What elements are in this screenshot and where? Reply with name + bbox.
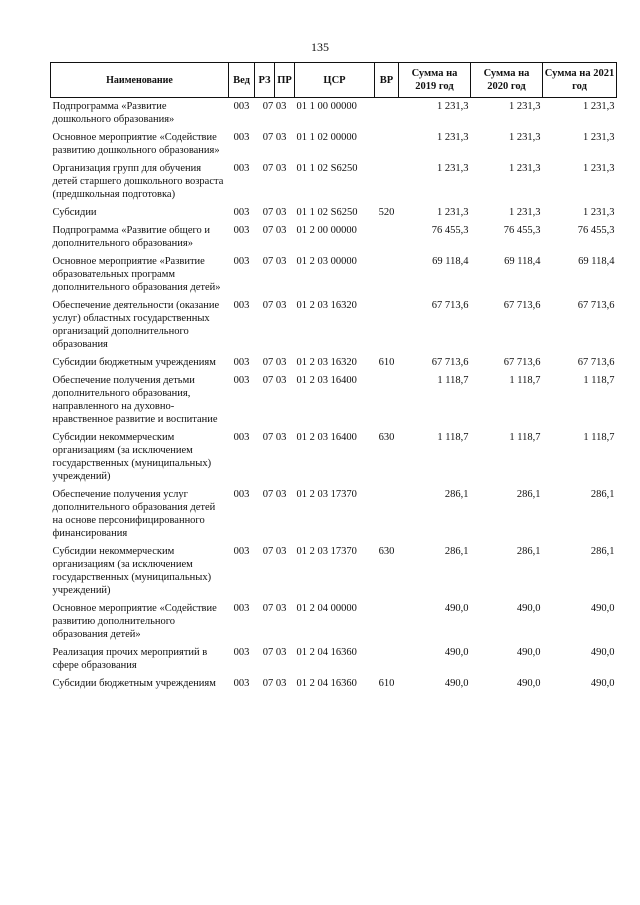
row-rz-pr-cell: 07 03	[262, 432, 287, 443]
row-vr-cell: 630	[378, 432, 395, 443]
row-sum-2021-cell: 1 118,7	[583, 432, 615, 443]
table-header	[51, 63, 617, 98]
row-sum-2021-cell: 67 713,6	[577, 357, 615, 368]
row-vr-cell	[375, 297, 399, 354]
row-vr-cell	[375, 372, 399, 429]
row-sum-2020-cell: 1 231,3	[509, 132, 541, 143]
row-rz-pr-cell: 07 03	[262, 489, 287, 500]
row-name-cell: Подпрограмма «Развитие общего и дополнительного образования»	[52, 225, 211, 249]
row-name-cell: Обеспечение деятельности (оказание услуг) областных государственных организаций дополнительного образования	[52, 300, 220, 350]
row-sum-2019-cell: 67 713,6	[431, 357, 469, 368]
row-sum-2020-cell: 69 118,4	[504, 256, 541, 267]
row-csr-cell: 01 2 03 17370	[296, 489, 357, 500]
row-vr-cell	[375, 486, 399, 543]
header-sum-2020: Сумма на 2020 год	[471, 63, 543, 98]
row-vr-cell	[375, 129, 399, 160]
row-sum-2020-cell: 286,1	[516, 489, 541, 500]
row-ved-cell: 003	[233, 207, 250, 218]
table-row	[51, 222, 617, 253]
row-sum-2021-cell: 1 231,3	[583, 132, 615, 143]
table-row	[51, 354, 617, 372]
row-ved-cell: 003	[233, 432, 250, 443]
row-sum-2021-cell: 286,1	[590, 546, 615, 557]
table-row	[51, 253, 617, 297]
row-sum-2019-cell: 286,1	[444, 546, 469, 557]
row-csr-cell: 01 2 03 16400	[296, 432, 357, 443]
row-rz-pr-cell: 07 03	[262, 132, 287, 143]
row-sum-2019-cell: 1 231,3	[437, 132, 469, 143]
row-sum-2020-cell: 1 118,7	[509, 432, 541, 443]
row-csr-cell: 01 2 03 16320	[296, 357, 357, 368]
row-csr-cell: 01 2 03 17370	[296, 546, 357, 557]
row-sum-2020-cell: 1 231,3	[509, 101, 541, 112]
row-ved-cell: 003	[233, 489, 250, 500]
row-sum-2019-cell: 1 231,3	[437, 101, 469, 112]
row-csr-cell: 01 2 03 16400	[296, 375, 357, 386]
row-name-cell: Обеспечение получения услуг дополнительного образования детей на основе персонифицированного финансирования	[52, 489, 216, 539]
row-name-cell: Основное мероприятие «Развитие образовательных программ дополнительного образования детей»	[52, 256, 221, 293]
row-sum-2019-cell: 490,0	[444, 603, 469, 614]
row-sum-2020-cell: 67 713,6	[503, 300, 541, 311]
row-ved-cell: 003	[233, 546, 250, 557]
row-csr-cell: 01 2 03 00000	[296, 256, 357, 267]
row-rz-pr-cell: 07 03	[262, 256, 287, 267]
header-sum-2021: Сумма на 2021 год	[543, 63, 617, 98]
table-row	[51, 644, 617, 675]
header-vr: ВР	[375, 63, 399, 98]
row-ved-cell: 003	[233, 300, 250, 311]
table-row	[51, 543, 617, 600]
table-row	[51, 486, 617, 543]
table-row	[51, 160, 617, 204]
budget-table	[50, 62, 617, 693]
page-number: 135	[311, 40, 329, 54]
table-row	[51, 204, 617, 222]
table-body	[51, 98, 617, 694]
row-sum-2021-cell: 286,1	[590, 489, 615, 500]
row-name-cell: Основное мероприятие «Содействие развитию дошкольного образования»	[52, 132, 220, 156]
row-csr-cell: 01 1 00 00000	[296, 101, 357, 112]
row-sum-2020-cell: 1 231,3	[509, 163, 541, 174]
row-rz-pr-cell: 07 03	[262, 375, 287, 386]
header-pr: ПР	[275, 63, 295, 98]
row-csr-cell: 01 2 04 00000	[296, 603, 357, 614]
row-name-cell: Субсидии бюджетным учреждениям	[52, 357, 216, 368]
row-csr-cell: 01 2 03 16320	[296, 300, 357, 311]
row-name-cell: Субсидии	[52, 207, 97, 218]
row-sum-2019-cell: 1 118,7	[437, 375, 469, 386]
row-sum-2021-cell: 69 118,4	[578, 256, 615, 267]
row-csr-cell: 01 1 02 S6250	[296, 207, 358, 218]
row-ved-cell: 003	[233, 256, 250, 267]
row-sum-2019-cell: 490,0	[444, 678, 469, 689]
row-name-cell: Основное мероприятие «Содействие развитию дополнительного образования детей»	[52, 603, 217, 640]
row-sum-2019-cell: 76 455,3	[431, 225, 469, 236]
row-sum-2021-cell: 67 713,6	[577, 300, 615, 311]
table-row	[51, 429, 617, 486]
row-sum-2021-cell: 1 231,3	[583, 207, 615, 218]
row-name-cell: Подпрограмма «Развитие дошкольного образования»	[52, 101, 175, 125]
row-sum-2019-cell: 1 118,7	[437, 432, 469, 443]
row-vr-cell	[375, 222, 399, 253]
row-ved-cell: 003	[233, 357, 250, 368]
row-sum-2019-cell: 490,0	[444, 647, 469, 658]
row-sum-2020-cell: 67 713,6	[503, 357, 541, 368]
row-ved-cell: 003	[233, 603, 250, 614]
row-rz-pr-cell: 07 03	[262, 207, 287, 218]
row-rz-pr-cell: 07 03	[262, 357, 287, 368]
table-row	[51, 372, 617, 429]
row-rz-pr-cell: 07 03	[262, 225, 287, 236]
row-rz-pr-cell: 07 03	[262, 647, 287, 658]
row-sum-2019-cell: 286,1	[444, 489, 469, 500]
row-ved-cell: 003	[233, 375, 250, 386]
row-ved-cell: 003	[233, 132, 250, 143]
row-name-cell: Субсидии некоммерческим организациям (за исключением государственных (муниципальных) учреждений)	[52, 432, 212, 482]
row-vr-cell	[375, 644, 399, 675]
row-vr-cell	[375, 98, 399, 130]
row-sum-2019-cell: 69 118,4	[432, 256, 469, 267]
row-sum-2020-cell: 490,0	[516, 647, 541, 658]
row-sum-2021-cell: 1 231,3	[583, 101, 615, 112]
row-rz-pr-cell: 07 03	[262, 101, 287, 112]
row-ved-cell: 003	[233, 163, 250, 174]
row-sum-2021-cell: 76 455,3	[577, 225, 615, 236]
row-vr-cell: 610	[378, 357, 395, 368]
table-row	[51, 98, 617, 130]
row-rz-pr-cell: 07 03	[262, 163, 287, 174]
row-rz-pr-cell: 07 03	[262, 300, 287, 311]
row-sum-2019-cell: 67 713,6	[431, 300, 469, 311]
row-vr-cell: 520	[378, 207, 395, 218]
row-csr-cell: 01 1 02 S6250	[296, 163, 358, 174]
row-vr-cell: 630	[378, 546, 395, 557]
table-row	[51, 600, 617, 644]
row-ved-cell: 003	[233, 101, 250, 112]
row-sum-2020-cell: 76 455,3	[503, 225, 541, 236]
row-sum-2019-cell: 1 231,3	[437, 207, 469, 218]
row-name-cell: Субсидии некоммерческим организациям (за исключением государственных (муниципальных) учреждений)	[52, 546, 212, 596]
row-ved-cell: 003	[233, 647, 250, 658]
row-rz-pr-cell: 07 03	[262, 678, 287, 689]
row-sum-2020-cell: 490,0	[516, 603, 541, 614]
table-row	[51, 129, 617, 160]
row-name-cell: Обеспечение получения детьми дополнительного образования, направленного на духовно-нравственное развитие и воспитание	[52, 375, 218, 425]
row-name-cell: Реализация прочих мероприятий в сфере образования	[52, 647, 208, 671]
row-csr-cell: 01 2 04 16360	[296, 678, 357, 689]
header-csr: ЦСР	[295, 63, 375, 98]
row-vr-cell	[375, 600, 399, 644]
row-csr-cell: 01 2 04 16360	[296, 647, 357, 658]
row-sum-2021-cell: 490,0	[590, 603, 615, 614]
row-csr-cell: 01 1 02 00000	[296, 132, 357, 143]
row-sum-2021-cell: 1 231,3	[583, 163, 615, 174]
row-sum-2021-cell: 490,0	[590, 678, 615, 689]
row-sum-2020-cell: 1 118,7	[509, 375, 541, 386]
row-rz-pr-cell: 07 03	[262, 603, 287, 614]
row-vr-cell: 610	[378, 678, 395, 689]
header-rz: РЗ	[255, 63, 275, 98]
row-vr-cell	[375, 253, 399, 297]
row-sum-2021-cell: 1 118,7	[583, 375, 615, 386]
row-name-cell: Субсидии бюджетным учреждениям	[52, 678, 216, 689]
row-sum-2020-cell: 286,1	[516, 546, 541, 557]
header-ved: Вед	[229, 63, 255, 98]
row-csr-cell: 01 2 00 00000	[296, 225, 357, 236]
row-sum-2019-cell: 1 231,3	[437, 163, 469, 174]
row-name-cell: Организация групп для обучения детей старшего дошкольного возраста (предшкольная подготовка)	[52, 163, 224, 200]
table-row	[51, 675, 617, 693]
row-vr-cell	[375, 160, 399, 204]
row-sum-2020-cell: 490,0	[516, 678, 541, 689]
row-rz-pr-cell: 07 03	[262, 546, 287, 557]
row-ved-cell: 003	[233, 225, 250, 236]
row-ved-cell: 003	[233, 678, 250, 689]
table-row	[51, 297, 617, 354]
row-sum-2020-cell: 1 231,3	[509, 207, 541, 218]
row-sum-2021-cell: 490,0	[590, 647, 615, 658]
header-sum-2019: Сумма на 2019 год	[399, 63, 471, 98]
header-name: Наименование	[51, 63, 229, 98]
